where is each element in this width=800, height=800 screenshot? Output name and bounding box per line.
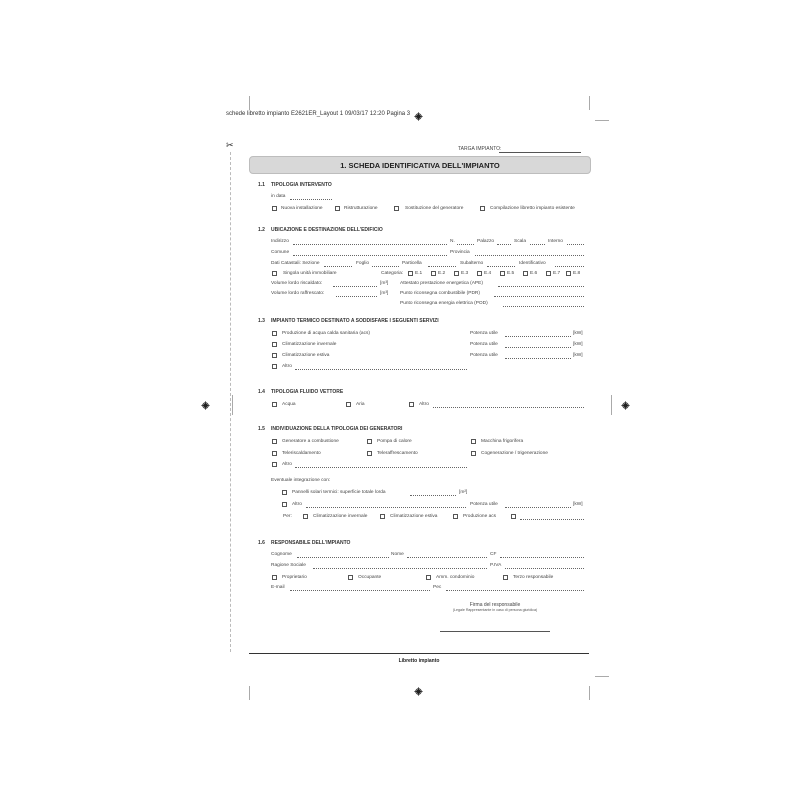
generator-label: Teleriscaldamento xyxy=(282,451,321,456)
generator-label: Altro xyxy=(282,462,292,467)
unit-label: [m³] xyxy=(380,281,389,286)
checkbox[interactable] xyxy=(348,575,353,580)
volume-raffrescato-field[interactable] xyxy=(336,296,377,297)
targa-label: TARGA IMPIANTO: xyxy=(458,146,502,152)
foglio-label: Foglio xyxy=(356,261,370,266)
indirizzo-label: Indirizzo xyxy=(271,239,289,244)
registration-mark-icon xyxy=(201,401,210,410)
superficie-field[interactable] xyxy=(410,495,456,496)
potenza-field[interactable] xyxy=(505,358,571,359)
altro-field[interactable] xyxy=(295,369,467,370)
integrazione-label: Eventuale integrazione con: xyxy=(271,478,331,483)
per-option-label: Produzione acs xyxy=(463,514,497,519)
email-label: E-mail xyxy=(271,585,285,590)
checkbox[interactable] xyxy=(409,402,414,407)
page-title: 1. SCHEDA IDENTIFICATIVA DELL'IMPIANTO xyxy=(249,156,591,174)
fluid-label: Acqua xyxy=(282,402,296,407)
category-label: E.8 xyxy=(573,271,581,276)
role-label: Amm. condominio xyxy=(436,575,475,580)
category-label: E.7 xyxy=(553,271,561,276)
crop-mark xyxy=(589,96,590,110)
singola-label: Singola unità immobiliare xyxy=(283,271,337,276)
generator-label: Cogenerazione / trigenerazione xyxy=(481,451,548,456)
option-label: Sostituzione del generatore xyxy=(405,206,464,211)
section-title: TIPOLOGIA INTERVENTO xyxy=(271,182,332,188)
checkbox[interactable] xyxy=(272,451,277,456)
in-data-label: in data xyxy=(271,194,286,199)
section-number: 1.3 xyxy=(258,318,265,324)
potenza-label: Potenza utile xyxy=(470,331,498,336)
firma-sublabel: (Legale Rappresentante in caso di persona giuridica) xyxy=(452,608,538,612)
section-title: INDIVIDUAZIONE DELLA TIPOLOGIA DEI GENERATORI xyxy=(271,426,403,432)
volume-raffrescato-label: Volume lordo raffrescato: xyxy=(271,291,325,296)
provincia-field[interactable] xyxy=(475,255,584,256)
section-title: UBICAZIONE E DESTINAZIONE DELL'EDIFICIO xyxy=(271,227,383,233)
checkbox[interactable] xyxy=(408,271,413,276)
pannelli-label: Pannelli solari termici: superficie totale lorda xyxy=(292,490,386,495)
checkbox[interactable] xyxy=(500,271,505,276)
unit-label: [kW] xyxy=(573,331,583,336)
numero-label: N. xyxy=(450,239,455,244)
ragione-sociale-label: Ragione Sociale xyxy=(271,563,306,568)
footer-label: Libretto impianto xyxy=(398,658,440,664)
potenza-field[interactable] xyxy=(505,336,571,337)
footer-rule xyxy=(249,653,589,654)
particella-field[interactable] xyxy=(428,266,456,267)
checkbox[interactable] xyxy=(303,514,308,519)
checkbox[interactable] xyxy=(477,271,482,276)
scala-label: Scala xyxy=(514,239,526,244)
role-label: Occupante xyxy=(358,575,382,580)
altro-label: Altro xyxy=(292,502,302,507)
category-label: E.5 xyxy=(507,271,515,276)
section-number: 1.2 xyxy=(258,227,265,233)
checkbox[interactable] xyxy=(367,439,372,444)
option-label: Compilazione libretto impianto esistente xyxy=(490,206,575,211)
pod-field[interactable] xyxy=(503,306,584,307)
piva-label: P.IVA xyxy=(490,563,502,568)
option-label: Nuova installazione xyxy=(281,206,323,211)
per-option-label: Climatizzazione invernale xyxy=(313,514,368,519)
interno-label: Interno xyxy=(548,239,563,244)
pdr-field[interactable] xyxy=(494,296,584,297)
checkbox[interactable] xyxy=(335,206,340,211)
cf-label: CF xyxy=(490,552,497,557)
checkbox[interactable] xyxy=(272,331,277,336)
generator-label: Generatore a combustione xyxy=(282,439,339,444)
service-label: Produzione di acqua calda sanitaria (acs) xyxy=(282,331,370,336)
checkbox[interactable] xyxy=(546,271,551,276)
unit-label: [m³] xyxy=(380,291,389,296)
generator-label: Macchina frigorifera xyxy=(481,439,524,444)
ragione-sociale-field[interactable] xyxy=(313,568,487,569)
checkbox[interactable] xyxy=(511,514,516,519)
identificativo-field[interactable] xyxy=(555,266,584,267)
scissors-icon: ✂ xyxy=(226,140,234,150)
crop-mark xyxy=(249,96,250,110)
crop-mark xyxy=(232,395,233,415)
fluid-label: Altro xyxy=(419,402,429,407)
checkbox[interactable] xyxy=(454,271,459,276)
checkbox[interactable] xyxy=(453,514,458,519)
cognome-label: Cognome xyxy=(271,552,292,557)
registration-mark-icon xyxy=(414,687,423,696)
checkbox[interactable] xyxy=(394,206,399,211)
checkbox[interactable] xyxy=(503,575,508,580)
potenza-field[interactable] xyxy=(505,347,571,348)
service-label: Climatizzazione estiva xyxy=(282,353,330,358)
signature-field[interactable] xyxy=(440,631,550,632)
crop-mark xyxy=(595,120,609,121)
identificativo-label: Identificativo xyxy=(519,261,546,266)
pec-field[interactable] xyxy=(446,590,584,591)
checkbox[interactable] xyxy=(272,353,277,358)
registration-mark-icon xyxy=(414,112,423,121)
altro-field[interactable] xyxy=(306,507,466,508)
checkbox[interactable] xyxy=(523,271,528,276)
section-title: TIPOLOGIA FLUIDO VETTORE xyxy=(271,389,344,395)
fluid-label: Aria xyxy=(356,402,365,407)
section-number: 1.5 xyxy=(258,426,265,432)
potenza-label: Potenza utile xyxy=(470,353,498,358)
subalterno-field[interactable] xyxy=(487,266,515,267)
section-number: 1.4 xyxy=(258,389,265,395)
service-label: Altro xyxy=(282,364,292,369)
category-label: E.1 xyxy=(415,271,423,276)
ape-label: Attestato prestazione energetica (APE) xyxy=(400,281,483,286)
checkbox[interactable] xyxy=(272,206,277,211)
cf-field[interactable] xyxy=(500,557,584,558)
particella-label: Particella xyxy=(402,261,422,266)
palazzo-field[interactable] xyxy=(497,244,511,245)
piva-field[interactable] xyxy=(505,568,584,569)
option-label: Ristrutturazione xyxy=(344,206,378,211)
interno-field[interactable] xyxy=(567,244,584,245)
cognome-field[interactable] xyxy=(297,557,389,558)
checkbox[interactable] xyxy=(282,502,287,507)
category-label: E.2 xyxy=(438,271,446,276)
nome-label: Nome xyxy=(391,552,404,557)
pod-label: Punto riconsegna energia elettrica (POD) xyxy=(400,301,488,306)
category-label: E.4 xyxy=(484,271,492,276)
volume-riscaldato-label: Volume lordo riscaldato: xyxy=(271,281,323,286)
potenza-field[interactable] xyxy=(505,507,571,508)
crop-mark xyxy=(595,676,609,677)
crop-mark xyxy=(249,686,250,700)
checkbox[interactable] xyxy=(272,402,277,407)
subalterno-label: Subalterno xyxy=(460,261,484,266)
checkbox[interactable] xyxy=(480,206,485,211)
checkbox[interactable] xyxy=(272,271,277,276)
section-number: 1.1 xyxy=(258,182,265,188)
checkbox[interactable] xyxy=(346,402,351,407)
checkbox[interactable] xyxy=(272,342,277,347)
checkbox[interactable] xyxy=(471,439,476,444)
altro-field[interactable] xyxy=(433,407,584,408)
checkbox[interactable] xyxy=(367,451,372,456)
checkbox[interactable] xyxy=(380,514,385,519)
printer-slug-line: schede libretto impianto E2621ER_Layout 1 09/03/17 12:20 Pagina 3 xyxy=(226,111,411,117)
checkbox[interactable] xyxy=(272,364,277,369)
pec-label: Pec xyxy=(433,585,442,590)
palazzo-label: Palazzo xyxy=(477,239,495,244)
sezione-field[interactable] xyxy=(324,266,352,267)
cut-line xyxy=(230,152,231,652)
section-title: IMPIANTO TERMICO DESTINATO A SODDISFARE I SEGUENTI SERVIZI xyxy=(271,318,439,324)
altro-field[interactable] xyxy=(295,467,467,468)
firma-label: Firma del responsabile xyxy=(469,602,521,608)
categoria-label: Categoria: xyxy=(381,271,404,276)
pdr-label: Punto riconsegna combustibile (PDR) xyxy=(400,291,480,296)
role-label: Terzo responsabile xyxy=(513,575,554,580)
checkbox[interactable] xyxy=(272,462,277,467)
crop-mark xyxy=(611,395,612,415)
potenza-label: Potenza utile xyxy=(470,502,498,507)
ape-field[interactable] xyxy=(498,286,584,287)
checkbox[interactable] xyxy=(566,271,571,276)
potenza-label: Potenza utile xyxy=(470,342,498,347)
foglio-field[interactable] xyxy=(372,266,399,267)
service-label: Climatizzazione invernale xyxy=(282,342,337,347)
checkbox[interactable] xyxy=(272,439,277,444)
provincia-label: Provincia xyxy=(450,250,470,255)
section-title: RESPONSABILE DELL'IMPIANTO xyxy=(271,540,351,546)
checkbox[interactable] xyxy=(282,490,287,495)
checkbox[interactable] xyxy=(431,271,436,276)
unit-label: [m²] xyxy=(459,490,468,495)
scala-field[interactable] xyxy=(530,244,545,245)
unit-label: [kW] xyxy=(573,353,583,358)
comune-field[interactable] xyxy=(293,255,447,256)
category-label: E.3 xyxy=(461,271,469,276)
category-label: E.6 xyxy=(530,271,538,276)
volume-riscaldato-field[interactable] xyxy=(333,286,377,287)
targa-field[interactable] xyxy=(499,152,581,153)
checkbox[interactable] xyxy=(426,575,431,580)
email-field[interactable] xyxy=(290,590,430,591)
per-option-label: Climatizzazione estiva xyxy=(390,514,438,519)
registration-mark-icon xyxy=(621,401,630,410)
numero-field[interactable] xyxy=(457,244,474,245)
generator-label: Teleraffrescamento xyxy=(377,451,418,456)
checkbox[interactable] xyxy=(471,451,476,456)
crop-mark xyxy=(589,686,590,700)
per-label: Per: xyxy=(283,514,292,519)
indirizzo-field[interactable] xyxy=(293,244,447,245)
generator-label: Pompa di calore xyxy=(377,439,412,444)
comune-label: Comune xyxy=(271,250,290,255)
in-data-field[interactable] xyxy=(290,199,332,200)
unit-label: [kW] xyxy=(573,502,583,507)
catastali-label: Dati Catastali: Sezione xyxy=(271,261,320,266)
checkbox[interactable] xyxy=(272,575,277,580)
nome-field[interactable] xyxy=(407,557,487,558)
section-number: 1.6 xyxy=(258,540,265,546)
role-label: Proprietario xyxy=(282,575,307,580)
unit-label: [kW] xyxy=(573,342,583,347)
per-altro-field[interactable] xyxy=(520,519,584,520)
